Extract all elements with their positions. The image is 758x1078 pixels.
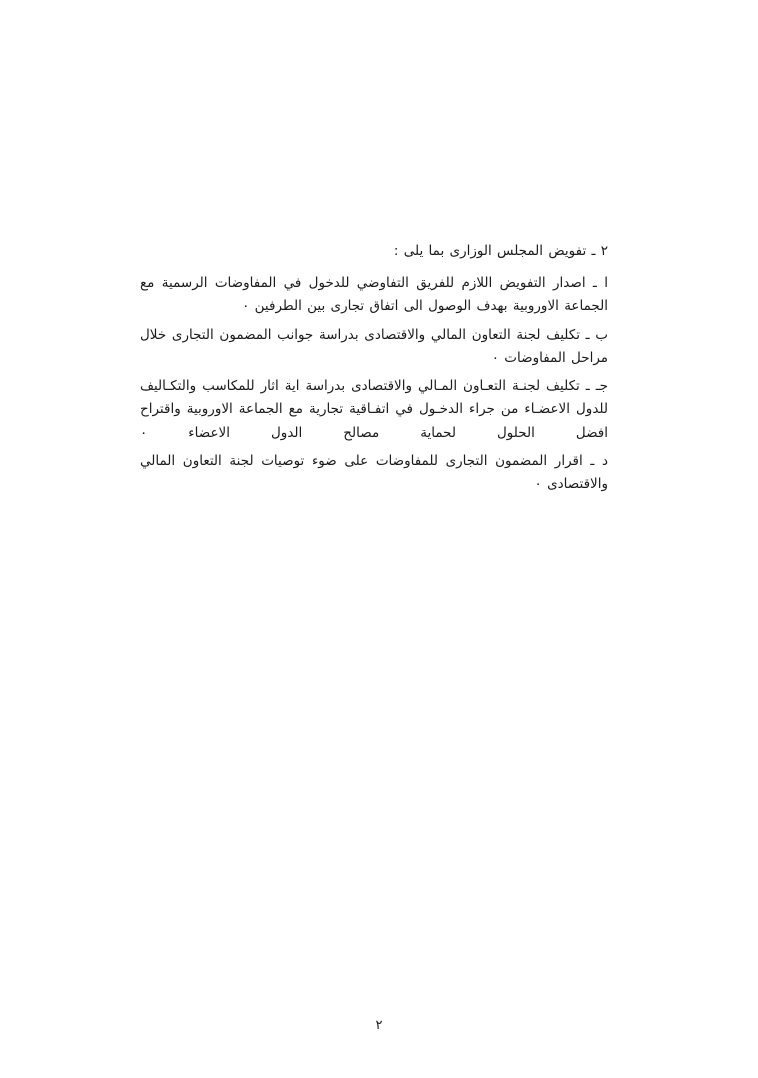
paragraph-item-2-heading: ٢ ـ تفويض المجلس الوزارى بما يلى : [393,243,608,259]
paragraph-item-alef: ا ـ اصدار التفويض اللازم للفريق التفاوضي للدخول في المفاوضات الرسمية مع الجماعة الاوروبية بهدف الوصول الى اتفاق تجارى بين الطرفين ٠ [140,275,608,315]
page-number: ٢ [375,1018,383,1033]
paragraph-item-ba: ب ـ تكليف لجنة التعاون المالي والاقتصادى بدراسة جوانب المضمون التجارى خلال مراحل المفاوضات ٠ [140,326,608,366]
document-body [0,240,758,501]
paragraph-item-jeem: جـ ـ تكليف لجنـة التعـاون المـالي والاقتصادى بدراسة اية اثار للمكاسب والتكـاليف للدول الاعضـاء من جراء الدخـول في اتفـاقية تجارية مع الجماعة الاوروبية واقتراح افضل الحلول لحماية مصالح الدول الاعضاء ٠ [140,378,608,441]
paragraph-item-dal: د ـ اقرار المضمون التجارى للمفاوضات على ضوء توصيات لجنة التعاون المالي والاقتصادى ٠ [140,452,608,492]
